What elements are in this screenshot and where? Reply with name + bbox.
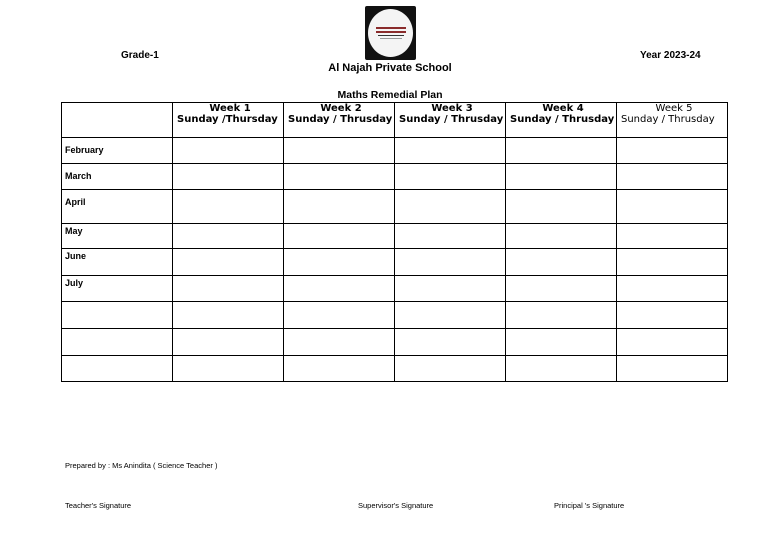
- table-cell[interactable]: [284, 302, 395, 329]
- table-cell[interactable]: [173, 276, 284, 302]
- teacher-signature-label: Teacher's Signature: [65, 501, 132, 510]
- table-cell[interactable]: [506, 276, 617, 302]
- month-cell: March: [62, 164, 173, 190]
- prepared-by-text: Prepared by : Ms Anindita ( Science Teacher ): [65, 461, 218, 470]
- table-cell[interactable]: [173, 302, 284, 329]
- month-cell: July: [62, 276, 173, 302]
- month-cell: April: [62, 190, 173, 224]
- table-cell[interactable]: [617, 356, 728, 382]
- table-cell[interactable]: [395, 190, 506, 224]
- table-row: [62, 356, 728, 382]
- table-row: [62, 276, 728, 302]
- remedial-plan-table: [61, 102, 728, 382]
- table-header-row: [62, 103, 728, 138]
- table-cell[interactable]: [395, 249, 506, 276]
- school-crest-icon: [368, 9, 413, 57]
- table-row: [62, 190, 728, 224]
- principal-signature-label: Principal 's Signature: [554, 501, 625, 510]
- table-cell[interactable]: [173, 249, 284, 276]
- month-cell: June: [62, 249, 173, 276]
- table-cell[interactable]: [173, 356, 284, 382]
- table-cell[interactable]: [506, 164, 617, 190]
- month-cell: [62, 356, 173, 382]
- week-2-header: Week 2 Sunday / Thrusday: [284, 103, 395, 138]
- table-cell[interactable]: [395, 164, 506, 190]
- month-cell: February: [62, 138, 173, 164]
- month-cell: May: [62, 224, 173, 249]
- week-3-header: Week 3 Sunday / Thrusday: [395, 103, 506, 138]
- table-row: [62, 249, 728, 276]
- table-cell[interactable]: [284, 249, 395, 276]
- corner-cell: [62, 103, 173, 138]
- table-cell[interactable]: [395, 224, 506, 249]
- table-cell[interactable]: [173, 138, 284, 164]
- table-row: [62, 164, 728, 190]
- table-cell[interactable]: [284, 276, 395, 302]
- table-cell[interactable]: [395, 356, 506, 382]
- table-cell[interactable]: [284, 138, 395, 164]
- table-cell[interactable]: [173, 329, 284, 356]
- week-5-header: Week 5 Sunday / Thrusday: [617, 103, 728, 138]
- table-cell[interactable]: [395, 138, 506, 164]
- table-cell[interactable]: [506, 249, 617, 276]
- grade-label: Grade-1: [121, 50, 159, 61]
- table-cell[interactable]: [617, 329, 728, 356]
- table-cell[interactable]: [173, 164, 284, 190]
- table-cell[interactable]: [173, 190, 284, 224]
- table-cell[interactable]: [506, 224, 617, 249]
- table-cell[interactable]: [617, 249, 728, 276]
- table-cell[interactable]: [617, 302, 728, 329]
- table-cell[interactable]: [617, 276, 728, 302]
- table-row: [62, 138, 728, 164]
- table-cell[interactable]: [617, 164, 728, 190]
- table-cell[interactable]: [617, 224, 728, 249]
- table-cell[interactable]: [506, 329, 617, 356]
- table-cell[interactable]: [395, 276, 506, 302]
- table-cell[interactable]: [395, 329, 506, 356]
- table-cell[interactable]: [284, 164, 395, 190]
- table-cell[interactable]: [617, 138, 728, 164]
- table-cell[interactable]: [506, 138, 617, 164]
- table-cell[interactable]: [284, 356, 395, 382]
- table-row: [62, 302, 728, 329]
- month-cell: [62, 329, 173, 356]
- table-cell[interactable]: [395, 302, 506, 329]
- table-cell[interactable]: [506, 356, 617, 382]
- school-logo: [365, 6, 416, 60]
- year-label: Year 2023-24: [640, 50, 701, 61]
- table-row: [62, 329, 728, 356]
- table-cell[interactable]: [506, 302, 617, 329]
- table-cell[interactable]: [617, 190, 728, 224]
- table-cell[interactable]: [284, 329, 395, 356]
- plan-title: Maths Remedial Plan: [337, 89, 443, 101]
- table-cell[interactable]: [284, 224, 395, 249]
- table-row: [62, 224, 728, 249]
- school-name: Al Najah Private School: [328, 62, 452, 74]
- week-4-header: Week 4 Sunday / Thrusday: [506, 103, 617, 138]
- table-cell[interactable]: [284, 190, 395, 224]
- table-cell[interactable]: [173, 224, 284, 249]
- month-cell: [62, 302, 173, 329]
- table-cell[interactable]: [506, 190, 617, 224]
- week-1-header: Week 1 Sunday /Thursday: [173, 103, 284, 138]
- supervisor-signature-label: Supervisor's Signature: [358, 501, 434, 510]
